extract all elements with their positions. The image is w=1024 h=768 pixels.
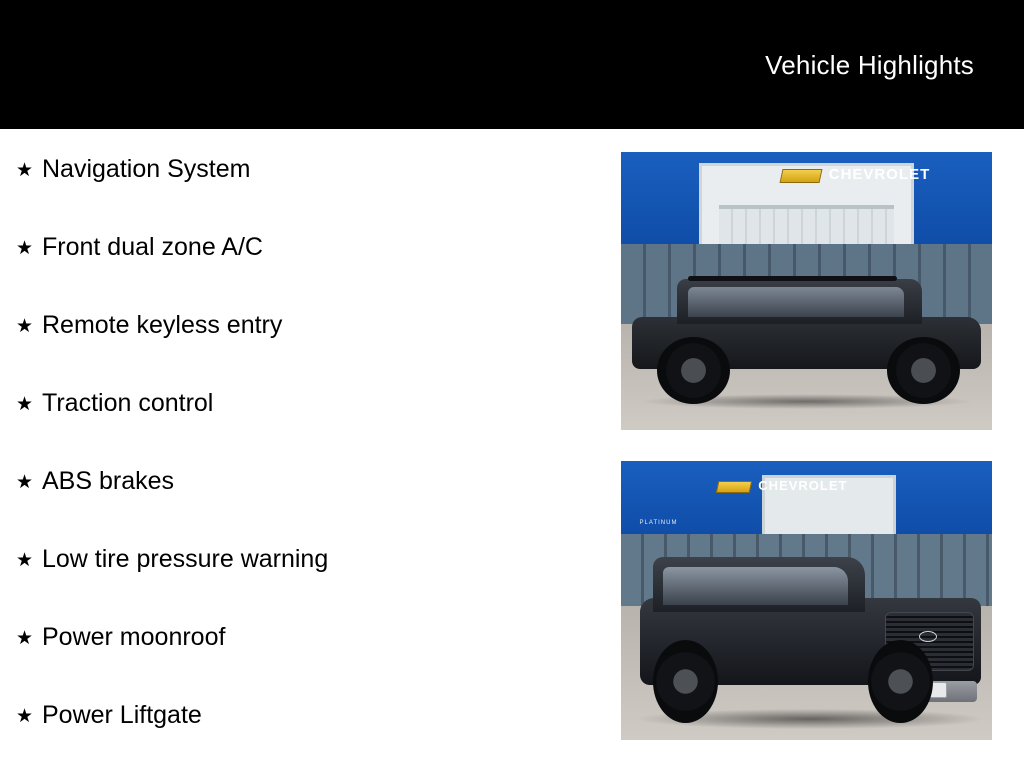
feature-label: Traction control <box>42 389 214 417</box>
feature-label: Remote keyless entry <box>42 311 283 339</box>
header-bar <box>0 0 1024 129</box>
suv-side-profile <box>632 274 981 399</box>
list-item <box>0 155 600 233</box>
star-icon: ★ <box>16 238 34 259</box>
star-icon: ★ <box>16 394 34 415</box>
brand-emblem-icon <box>919 631 937 642</box>
star-icon: ★ <box>16 706 34 727</box>
list-item <box>0 311 600 389</box>
list-item <box>0 467 600 545</box>
suv-front-three-quarter <box>640 553 981 726</box>
feature-label: Power moonroof <box>42 623 226 651</box>
vehicle-photo-front-three-quarter[interactable] <box>621 461 992 740</box>
rear-wheel <box>657 337 730 405</box>
star-icon: ★ <box>16 472 34 493</box>
front-wheel <box>868 640 933 723</box>
star-icon: ★ <box>16 160 34 181</box>
vehicle-photo-side-view[interactable] <box>621 152 992 430</box>
star-icon: ★ <box>16 628 34 649</box>
chevrolet-bowtie-logo <box>779 169 822 183</box>
list-item <box>0 389 600 467</box>
list-item <box>0 545 600 623</box>
feature-label: Front dual zone A/C <box>42 233 263 261</box>
vehicle-windows <box>663 567 847 605</box>
star-icon: ★ <box>16 316 34 337</box>
list-item <box>0 623 600 701</box>
dealer-sign-text: CHEVROLET <box>758 477 848 493</box>
front-wheel <box>887 337 960 405</box>
dealer-sign-text: CHEVROLET <box>828 165 931 183</box>
feature-label: Power Liftgate <box>42 701 202 729</box>
list-item <box>0 701 600 768</box>
vehicle-windows <box>688 287 904 317</box>
star-icon: ★ <box>16 550 34 571</box>
chevrolet-bowtie-logo <box>716 481 753 493</box>
list-item <box>0 233 600 311</box>
page-title: Vehicle Highlights <box>765 50 974 80</box>
rear-wheel <box>653 640 718 723</box>
roof-rail <box>688 276 897 281</box>
dealer-sub-text: PLATINUM <box>639 519 678 526</box>
vehicle-features-list <box>0 129 600 768</box>
feature-label: Low tire pressure warning <box>42 545 329 573</box>
feature-label: Navigation System <box>42 155 251 183</box>
feature-label: ABS brakes <box>42 467 175 495</box>
